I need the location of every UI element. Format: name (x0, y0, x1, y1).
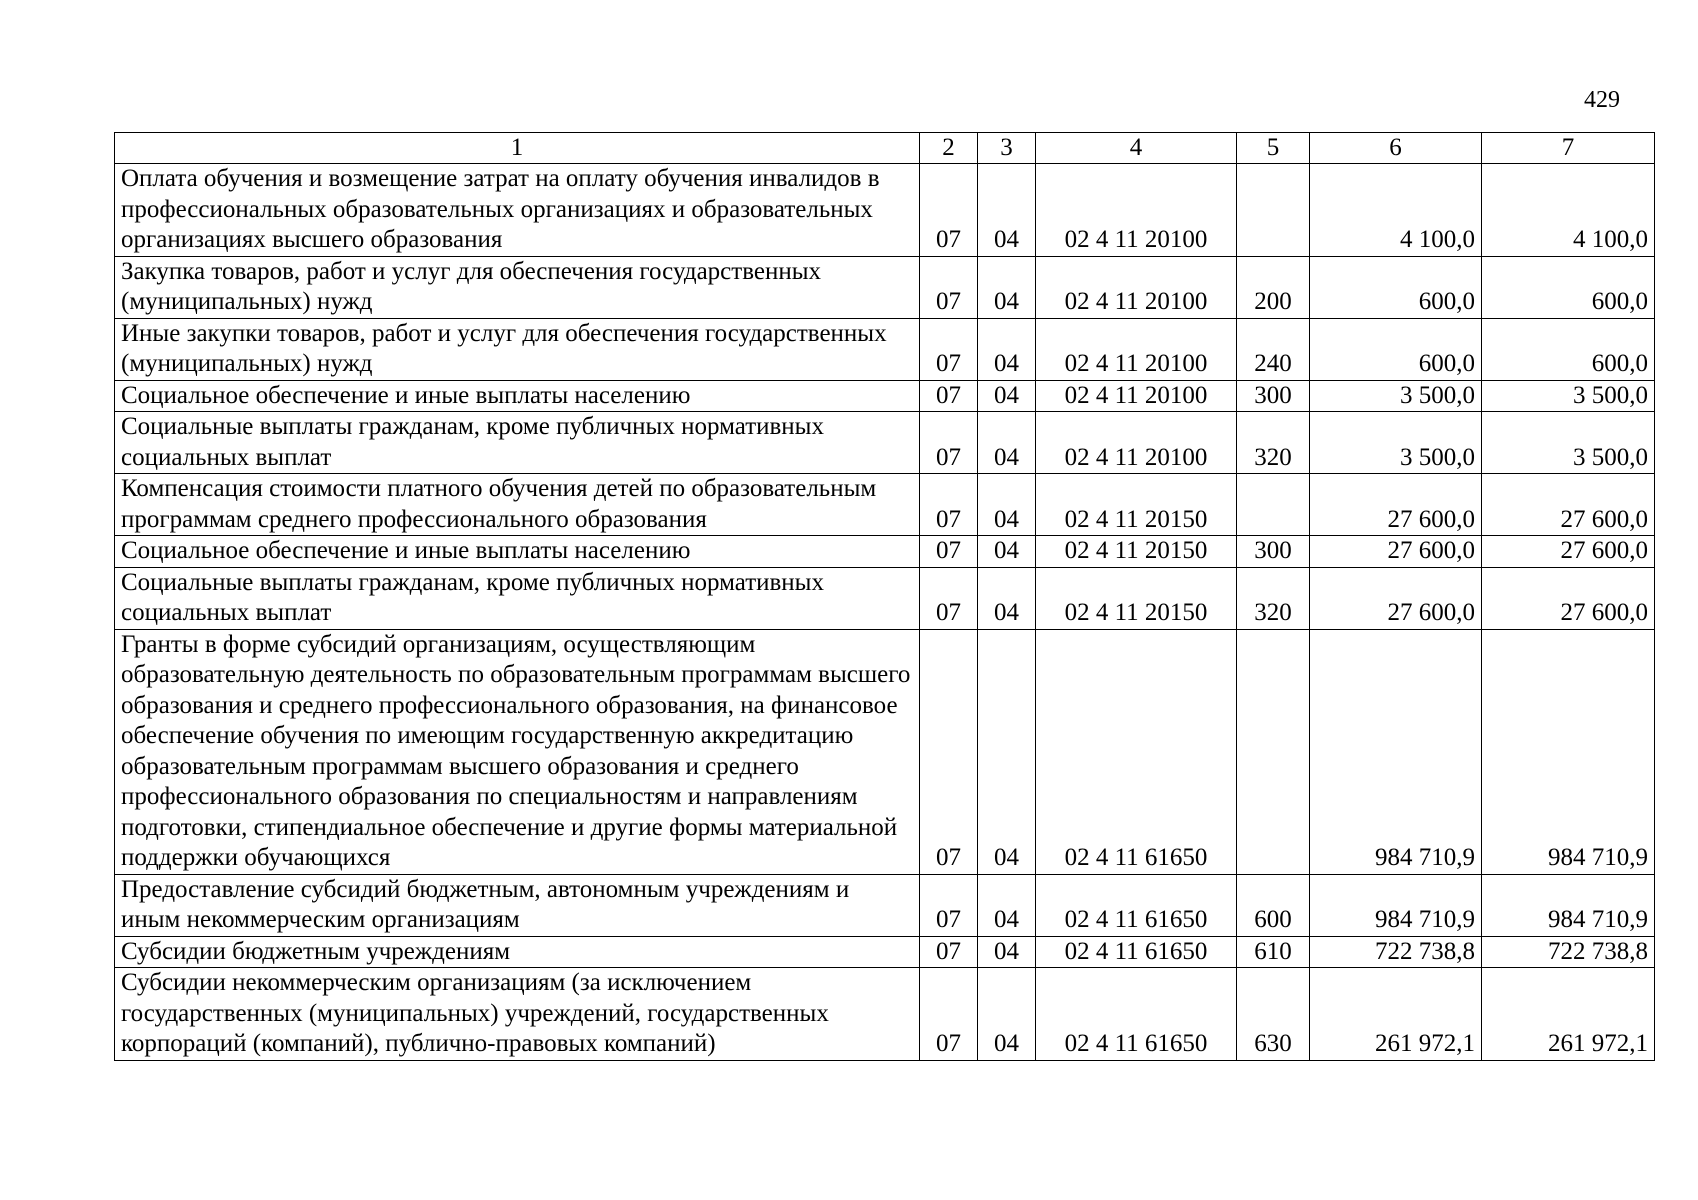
row-section: 07 (920, 164, 978, 257)
row-expense-type: 320 (1237, 567, 1310, 629)
row-amount-2: 984 710,9 (1482, 874, 1655, 936)
row-amount-2: 722 738,8 (1482, 936, 1655, 968)
row-amount-2: 27 600,0 (1482, 567, 1655, 629)
table-row (115, 874, 1655, 936)
row-target-code: 02 4 11 61650 (1036, 629, 1237, 874)
row-name: Компенсация стоимости платного обучения детей по образовательным программам среднего профессионального образования (115, 474, 920, 536)
table-row (115, 164, 1655, 257)
table-row (115, 968, 1655, 1061)
row-subsection: 04 (978, 164, 1036, 257)
row-target-code: 02 4 11 20100 (1036, 318, 1237, 380)
header-row (115, 133, 1655, 164)
column-header: 6 (1310, 133, 1482, 164)
table-row (115, 412, 1655, 474)
row-target-code: 02 4 11 20150 (1036, 536, 1237, 568)
row-name: Оплата обучения и возмещение затрат на оплату обучения инвалидов в профессиональных образовательных организациях и образовательных организациях высшего образования (115, 164, 920, 257)
row-section: 07 (920, 936, 978, 968)
row-name: Социальные выплаты гражданам, кроме публичных нормативных социальных выплат (115, 567, 920, 629)
row-section: 07 (920, 968, 978, 1061)
table-row (115, 256, 1655, 318)
table-row (115, 318, 1655, 380)
row-subsection: 04 (978, 380, 1036, 412)
row-section: 07 (920, 874, 978, 936)
row-amount-2: 3 500,0 (1482, 412, 1655, 474)
row-name: Гранты в форме субсидий организациям, осуществляющим образовательную деятельность по образовательным программам высшего образования и среднего профессионального образования, на финансовое обеспечение обучения по имеющим государственную аккредитацию образовательным программам высшего образования и среднего профессионального образования по специальностям и направлениям подготовки, стипендиальное обеспечение и другие формы материальной поддержки обучающихся (115, 629, 920, 874)
row-expense-type (1237, 164, 1310, 257)
row-amount-2: 27 600,0 (1482, 474, 1655, 536)
row-expense-type: 300 (1237, 380, 1310, 412)
column-header: 5 (1237, 133, 1310, 164)
row-subsection: 04 (978, 256, 1036, 318)
row-amount-1: 27 600,0 (1310, 474, 1482, 536)
row-name: Предоставление субсидий бюджетным, автономным учреждениям и иным некоммерческим организациям (115, 874, 920, 936)
row-section: 07 (920, 256, 978, 318)
column-header: 4 (1036, 133, 1237, 164)
table-row (115, 567, 1655, 629)
row-target-code: 02 4 11 20100 (1036, 164, 1237, 257)
row-amount-1: 984 710,9 (1310, 874, 1482, 936)
row-name: Субсидии бюджетным учреждениям (115, 936, 920, 968)
row-target-code: 02 4 11 20100 (1036, 380, 1237, 412)
column-header: 7 (1482, 133, 1655, 164)
row-subsection: 04 (978, 318, 1036, 380)
row-amount-1: 984 710,9 (1310, 629, 1482, 874)
row-target-code: 02 4 11 20100 (1036, 256, 1237, 318)
row-subsection: 04 (978, 474, 1036, 536)
row-amount-2: 4 100,0 (1482, 164, 1655, 257)
row-subsection: 04 (978, 412, 1036, 474)
table-row (115, 629, 1655, 874)
row-target-code: 02 4 11 61650 (1036, 968, 1237, 1061)
row-expense-type: 200 (1237, 256, 1310, 318)
row-name: Социальные выплаты гражданам, кроме публичных нормативных социальных выплат (115, 412, 920, 474)
row-section: 07 (920, 567, 978, 629)
row-amount-1: 27 600,0 (1310, 536, 1482, 568)
row-amount-1: 3 500,0 (1310, 380, 1482, 412)
row-amount-1: 4 100,0 (1310, 164, 1482, 257)
table-row (115, 474, 1655, 536)
column-header: 2 (920, 133, 978, 164)
column-header: 1 (115, 133, 920, 164)
row-name: Социальное обеспечение и иные выплаты населению (115, 380, 920, 412)
row-amount-1: 261 972,1 (1310, 968, 1482, 1061)
row-amount-2: 984 710,9 (1482, 629, 1655, 874)
budget-table (114, 132, 1655, 1061)
table-row (115, 536, 1655, 568)
row-expense-type: 300 (1237, 536, 1310, 568)
table-row (115, 380, 1655, 412)
row-section: 07 (920, 412, 978, 474)
row-amount-1: 600,0 (1310, 318, 1482, 380)
page-number: 429 (1584, 87, 1620, 113)
row-name: Социальное обеспечение и иные выплаты населению (115, 536, 920, 568)
row-section: 07 (920, 318, 978, 380)
row-subsection: 04 (978, 936, 1036, 968)
row-expense-type: 600 (1237, 874, 1310, 936)
row-expense-type (1237, 474, 1310, 536)
row-target-code: 02 4 11 20150 (1036, 474, 1237, 536)
row-target-code: 02 4 11 20150 (1036, 567, 1237, 629)
row-name: Иные закупки товаров, работ и услуг для обеспечения государственных (муниципальных) нужд (115, 318, 920, 380)
column-header: 3 (978, 133, 1036, 164)
row-section: 07 (920, 629, 978, 874)
row-amount-2: 261 972,1 (1482, 968, 1655, 1061)
row-subsection: 04 (978, 629, 1036, 874)
row-target-code: 02 4 11 20100 (1036, 412, 1237, 474)
row-subsection: 04 (978, 567, 1036, 629)
row-expense-type (1237, 629, 1310, 874)
row-name: Субсидии некоммерческим организациям (за исключением государственных (муниципальных) учреждений, государственных корпораций (компаний), публично-правовых компаний) (115, 968, 920, 1061)
row-target-code: 02 4 11 61650 (1036, 936, 1237, 968)
row-section: 07 (920, 380, 978, 412)
row-amount-2: 27 600,0 (1482, 536, 1655, 568)
table-row (115, 936, 1655, 968)
row-target-code: 02 4 11 61650 (1036, 874, 1237, 936)
row-subsection: 04 (978, 968, 1036, 1061)
row-amount-1: 722 738,8 (1310, 936, 1482, 968)
row-amount-1: 600,0 (1310, 256, 1482, 318)
row-expense-type: 630 (1237, 968, 1310, 1061)
row-amount-2: 600,0 (1482, 256, 1655, 318)
row-amount-2: 600,0 (1482, 318, 1655, 380)
row-section: 07 (920, 474, 978, 536)
row-expense-type: 610 (1237, 936, 1310, 968)
row-expense-type: 240 (1237, 318, 1310, 380)
row-expense-type: 320 (1237, 412, 1310, 474)
row-subsection: 04 (978, 536, 1036, 568)
row-amount-1: 3 500,0 (1310, 412, 1482, 474)
row-amount-1: 27 600,0 (1310, 567, 1482, 629)
row-subsection: 04 (978, 874, 1036, 936)
row-amount-2: 3 500,0 (1482, 380, 1655, 412)
row-section: 07 (920, 536, 978, 568)
row-name: Закупка товаров, работ и услуг для обеспечения государственных (муниципальных) нужд (115, 256, 920, 318)
